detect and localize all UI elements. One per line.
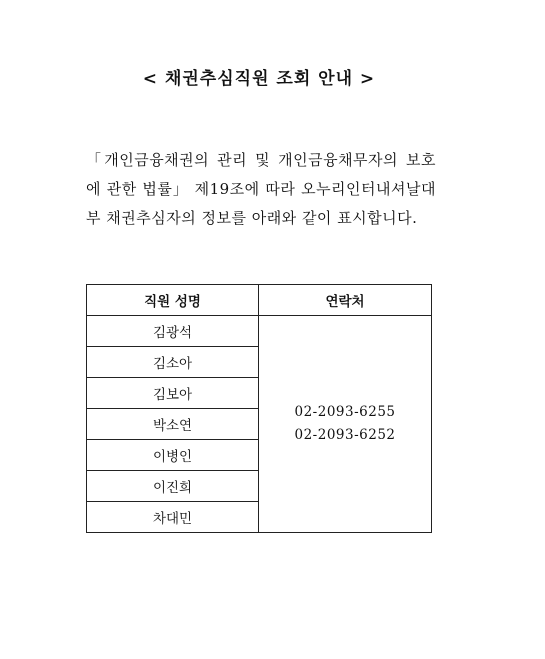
intro-paragraph: 「개인금융채권의 관리 및 개인금융채무자의 보호에 관한 법률」 제19조에 따라 오누리인터내셔날대부 채권추심자의 정보를 아래와 같이 표시합니다.: [86, 151, 436, 227]
staff-name-cell: 이병인: [87, 440, 259, 471]
table-header-row: [87, 285, 432, 316]
header-staff-name: 직원 성명: [87, 285, 259, 316]
staff-name-cell: 이진희: [87, 471, 259, 502]
header-contact: 연락처: [259, 285, 432, 316]
phone-number: 02-2093-6255: [294, 404, 396, 420]
staff-name-cell: 차대민: [87, 502, 259, 533]
staff-name-cell: 김소아: [87, 347, 259, 378]
phone-number: 02-2093-6252: [294, 427, 396, 443]
staff-name-cell: 김광석: [87, 316, 259, 347]
table-row: [87, 316, 432, 347]
page-title: < 채권추심직원 조회 안내 >: [142, 69, 376, 89]
staff-name-cell: 박소연: [87, 409, 259, 440]
contact-cell: [259, 316, 432, 533]
staff-contact-table: [86, 284, 432, 533]
staff-name-cell: 김보아: [87, 378, 259, 409]
